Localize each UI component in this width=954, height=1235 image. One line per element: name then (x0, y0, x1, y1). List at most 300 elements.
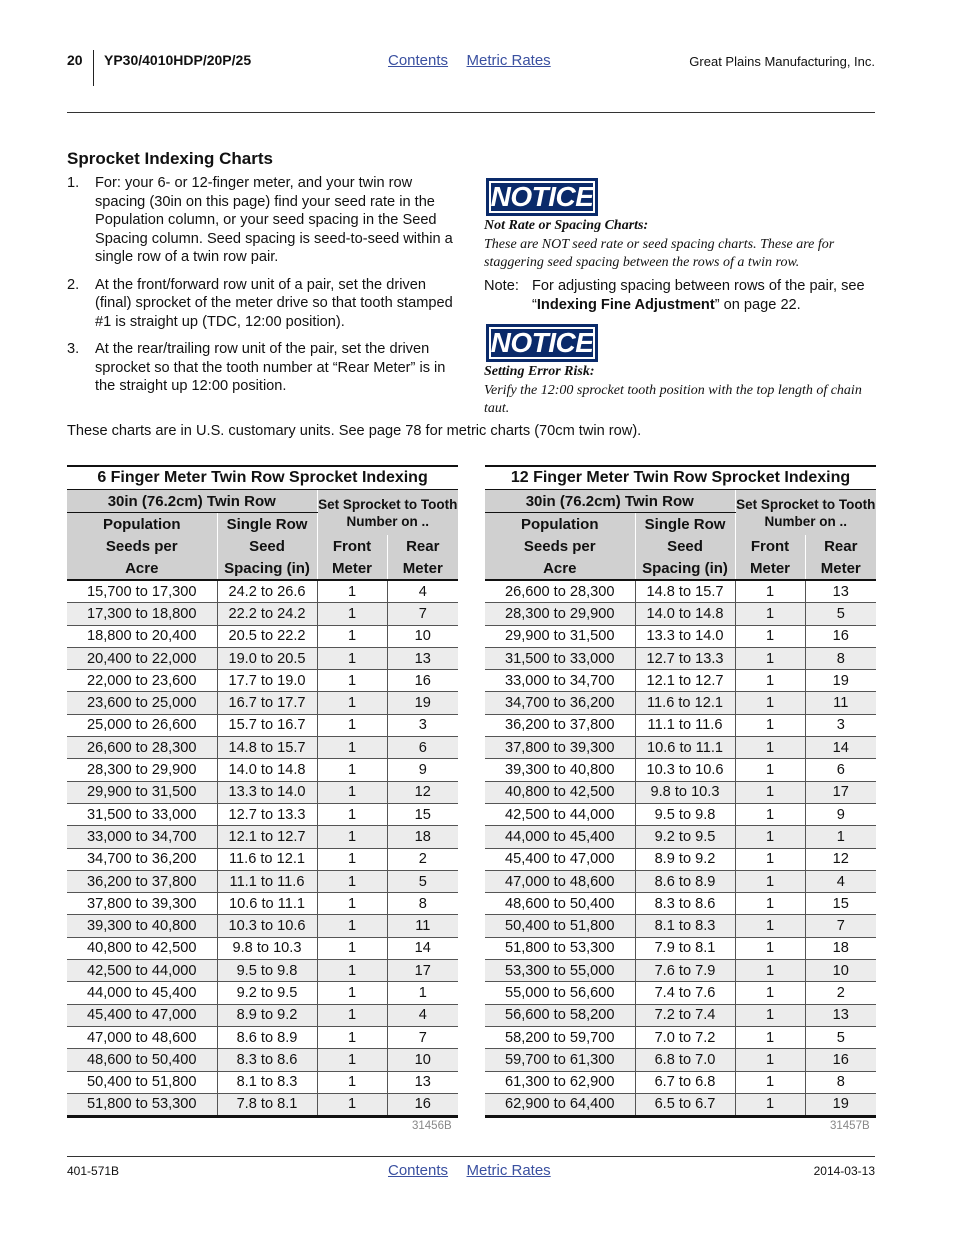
rear-meter-cell: 2 (387, 848, 458, 870)
front-meter-cell: 1 (735, 982, 805, 1004)
rear-meter-cell: 8 (805, 647, 876, 669)
table-row (67, 960, 458, 982)
rear-meter-cell: 6 (387, 737, 458, 759)
header-rule (67, 112, 875, 113)
table-row (67, 670, 458, 692)
spacing-cell: 9.5 to 9.8 (635, 803, 735, 825)
rear-meter-cell: 6 (805, 759, 876, 781)
rear-meter-cell: 16 (387, 670, 458, 692)
row-spacing-header: 30in (76.2cm) Twin Row (67, 490, 317, 513)
rear-meter-cell: 12 (805, 848, 876, 870)
notice-badge: NOTICE (486, 178, 598, 216)
table-row (485, 960, 876, 982)
rear-meter-cell: 7 (387, 603, 458, 625)
table-row (67, 1004, 458, 1026)
front-meter-cell: 1 (317, 1049, 387, 1071)
spacing-cell: 24.2 to 26.6 (217, 580, 317, 603)
table-body (67, 580, 458, 1117)
spacing-cell: 6.7 to 6.8 (635, 1071, 735, 1093)
rear-meter-cell: 16 (805, 625, 876, 647)
front-meter-cell: 1 (735, 826, 805, 848)
front-meter-cell: 1 (735, 848, 805, 870)
table-row (485, 737, 876, 759)
population-cell: 20,400 to 22,000 (67, 647, 217, 669)
population-cell: 61,300 to 62,900 (485, 1071, 635, 1093)
spacing-cell: 13.3 to 14.0 (217, 781, 317, 803)
rear-meter-cell: 7 (805, 915, 876, 937)
rear-meter-cell: 17 (805, 781, 876, 803)
spacing-cell: 8.6 to 8.9 (635, 870, 735, 892)
note-text: For adjusting spacing between rows of the pair, see “ (532, 278, 865, 313)
table-row (67, 759, 458, 781)
spacing-cell: 9.2 to 9.5 (635, 826, 735, 848)
front-meter-cell: 1 (317, 960, 387, 982)
step-item (67, 276, 459, 332)
metric-rates-link[interactable]: Metric Rates (466, 52, 551, 69)
population-cell: 62,900 to 64,400 (485, 1093, 635, 1116)
population-cell: 45,400 to 47,000 (485, 848, 635, 870)
population-cell: 18,800 to 20,400 (67, 625, 217, 647)
front-meter-cell: 1 (317, 893, 387, 915)
table-row (67, 781, 458, 803)
step-item (67, 174, 459, 267)
spacing-cell: 10.6 to 11.1 (217, 893, 317, 915)
table-row (67, 937, 458, 959)
header-divider (93, 50, 94, 86)
spacing-cell: 7.6 to 7.9 (635, 960, 735, 982)
population-cell: 31,500 to 33,000 (485, 647, 635, 669)
spacing-cell: 14.8 to 15.7 (217, 737, 317, 759)
table-12-finger (485, 465, 876, 1118)
front-meter-header: Meter (317, 557, 387, 580)
front-meter-cell: 1 (735, 870, 805, 892)
front-meter-cell: 1 (317, 647, 387, 669)
table-row (485, 670, 876, 692)
population-cell: 26,600 to 28,300 (485, 580, 635, 603)
rear-meter-cell: 4 (387, 580, 458, 603)
figure-id: 31456B (412, 1120, 452, 1132)
population-cell: 26,600 to 28,300 (67, 737, 217, 759)
rear-meter-cell: 5 (805, 603, 876, 625)
front-meter-cell: 1 (735, 1026, 805, 1048)
front-meter-cell: 1 (317, 870, 387, 892)
table-row (485, 714, 876, 736)
spacing-cell: 22.2 to 24.2 (217, 603, 317, 625)
step-number: 1. (67, 175, 80, 191)
set-sprocket-header: Set Sprocket to Tooth Number on .. (735, 490, 876, 536)
table-row (485, 781, 876, 803)
spacing-cell: 6.5 to 6.7 (635, 1093, 735, 1116)
table-row (485, 1093, 876, 1116)
spacing-cell: 16.7 to 17.7 (217, 692, 317, 714)
table-row (485, 848, 876, 870)
front-meter-cell: 1 (735, 603, 805, 625)
front-meter-cell: 1 (317, 1093, 387, 1116)
rear-meter-cell: 13 (387, 647, 458, 669)
rear-meter-cell: 15 (805, 893, 876, 915)
note-text-end: ” on page 22. (714, 297, 801, 313)
population-header: Seeds per (523, 537, 596, 555)
set-sprocket-header: Set Sprocket to Tooth Number on .. (317, 490, 458, 536)
page-number: 20 (67, 52, 83, 68)
spacing-cell: 9.5 to 9.8 (217, 960, 317, 982)
spacing-cell: 11.6 to 12.1 (635, 692, 735, 714)
table-row (485, 915, 876, 937)
metric-rates-link[interactable]: Metric Rates (466, 1162, 551, 1179)
table-row (485, 893, 876, 915)
population-cell: 44,000 to 45,400 (67, 982, 217, 1004)
front-meter-cell: 1 (317, 826, 387, 848)
front-meter-cell: 1 (317, 692, 387, 714)
table-row (67, 625, 458, 647)
population-header: Acre (67, 557, 217, 580)
rear-meter-cell: 9 (387, 759, 458, 781)
doc-number: 401-571B (67, 1164, 120, 1178)
population-cell: 50,400 to 51,800 (67, 1071, 217, 1093)
front-meter-cell: 1 (317, 737, 387, 759)
front-meter-cell: 1 (317, 982, 387, 1004)
table-row (485, 1004, 876, 1026)
table-row (67, 1071, 458, 1093)
spacing-cell: 15.7 to 16.7 (217, 714, 317, 736)
spacing-cell: 12.1 to 12.7 (635, 670, 735, 692)
population-cell: 59,700 to 61,300 (485, 1049, 635, 1071)
population-cell: 29,900 to 31,500 (485, 625, 635, 647)
table-row (67, 826, 458, 848)
front-meter-cell: 1 (735, 737, 805, 759)
steps-list (67, 174, 459, 405)
front-meter-cell: 1 (317, 759, 387, 781)
spacing-cell: 7.4 to 7.6 (635, 982, 735, 1004)
rear-meter-header: Rear (387, 535, 458, 557)
spacing-cell: 14.0 to 14.8 (635, 603, 735, 625)
population-cell: 33,000 to 34,700 (67, 826, 217, 848)
notice-body: These are NOT seed rate or seed spacing charts. These are for staggering seed spacing between the rows of a twin row. (484, 237, 835, 270)
rear-meter-cell: 11 (805, 692, 876, 714)
front-meter-cell: 1 (735, 915, 805, 937)
spacing-cell: 19.0 to 20.5 (217, 647, 317, 669)
table-6-finger (67, 465, 458, 1118)
table-title: 12 Finger Meter Twin Row Sprocket Indexing (485, 466, 876, 490)
notice-badge: NOTICE (486, 324, 598, 362)
population-header: Population (103, 515, 181, 533)
population-cell: 17,300 to 18,800 (67, 603, 217, 625)
spacing-cell: 9.8 to 10.3 (635, 781, 735, 803)
table-row (67, 1093, 458, 1116)
rear-meter-cell: 15 (387, 803, 458, 825)
population-cell: 29,900 to 31,500 (67, 781, 217, 803)
population-header: Seeds per (105, 537, 178, 555)
table-body (485, 580, 876, 1117)
rear-meter-cell: 4 (805, 870, 876, 892)
rear-meter-cell: 3 (387, 714, 458, 736)
population-cell: 36,200 to 37,800 (67, 870, 217, 892)
spacing-cell: 12.7 to 13.3 (217, 803, 317, 825)
population-cell: 48,600 to 50,400 (485, 893, 635, 915)
spacing-cell: 9.8 to 10.3 (217, 937, 317, 959)
front-meter-cell: 1 (735, 714, 805, 736)
table-row (67, 692, 458, 714)
spacing-cell: 8.9 to 9.2 (217, 1004, 317, 1026)
rear-meter-cell: 19 (805, 1093, 876, 1116)
spacing-cell: 10.6 to 11.1 (635, 737, 735, 759)
table-row (67, 893, 458, 915)
spacing-cell: 20.5 to 22.2 (217, 625, 317, 647)
spacing-cell: 8.9 to 9.2 (635, 848, 735, 870)
front-meter-cell: 1 (317, 848, 387, 870)
front-meter-cell: 1 (735, 759, 805, 781)
front-meter-header: Front (317, 535, 387, 557)
rear-meter-header: Meter (387, 557, 458, 580)
table-row (67, 647, 458, 669)
footer-nav (388, 1162, 565, 1180)
rear-meter-cell: 13 (805, 1004, 876, 1026)
rear-meter-cell: 7 (387, 1026, 458, 1048)
population-cell: 48,600 to 50,400 (67, 1049, 217, 1071)
population-cell: 37,800 to 39,300 (67, 893, 217, 915)
spacing-header: Seed (635, 535, 735, 557)
rear-meter-cell: 1 (805, 826, 876, 848)
front-meter-cell: 1 (735, 781, 805, 803)
population-cell: 47,000 to 48,600 (67, 1026, 217, 1048)
population-cell: 28,300 to 29,900 (67, 759, 217, 781)
section-title: Sprocket Indexing Charts (67, 149, 273, 168)
front-meter-cell: 1 (735, 625, 805, 647)
spacing-cell: 13.3 to 14.0 (635, 625, 735, 647)
population-cell: 45,400 to 47,000 (67, 1004, 217, 1026)
rear-meter-cell: 5 (387, 870, 458, 892)
front-meter-cell: 1 (317, 670, 387, 692)
front-meter-cell: 1 (735, 803, 805, 825)
rear-meter-cell: 5 (805, 1026, 876, 1048)
front-meter-cell: 1 (317, 1026, 387, 1048)
rear-meter-cell: 1 (387, 982, 458, 1004)
population-header: Acre (485, 557, 635, 580)
rear-meter-cell: 19 (387, 692, 458, 714)
population-cell: 51,800 to 53,300 (485, 937, 635, 959)
spacing-cell: 12.1 to 12.7 (217, 826, 317, 848)
row-spacing-header: 30in (76.2cm) Twin Row (485, 490, 735, 513)
spacing-cell: 7.8 to 8.1 (217, 1093, 317, 1116)
front-meter-cell: 1 (317, 603, 387, 625)
rear-meter-cell: 2 (805, 982, 876, 1004)
table-row (67, 580, 458, 603)
spacing-cell: 7.0 to 7.2 (635, 1026, 735, 1048)
table-row (485, 982, 876, 1004)
table-row (67, 848, 458, 870)
population-cell: 33,000 to 34,700 (485, 670, 635, 692)
rear-meter-cell: 13 (387, 1071, 458, 1093)
spacing-header: Spacing (in) (217, 557, 317, 580)
population-cell: 23,600 to 25,000 (67, 692, 217, 714)
rear-meter-cell: 10 (805, 960, 876, 982)
front-meter-header: Front (735, 535, 805, 557)
spacing-cell: 7.2 to 7.4 (635, 1004, 735, 1026)
population-cell: 22,000 to 23,600 (67, 670, 217, 692)
table-row (485, 692, 876, 714)
population-cell: 25,000 to 26,600 (67, 714, 217, 736)
rear-meter-header: Rear (805, 535, 876, 557)
table-row (485, 1049, 876, 1071)
population-cell: 39,300 to 40,800 (67, 915, 217, 937)
population-cell: 34,700 to 36,200 (67, 848, 217, 870)
front-meter-cell: 1 (735, 1049, 805, 1071)
table-row (485, 603, 876, 625)
rear-meter-cell: 18 (387, 826, 458, 848)
population-cell: 28,300 to 29,900 (485, 603, 635, 625)
spacing-cell: 11.1 to 11.6 (217, 870, 317, 892)
front-meter-header: Meter (735, 557, 805, 580)
rear-meter-cell: 14 (805, 737, 876, 759)
table-row (485, 625, 876, 647)
spacing-cell: 8.3 to 8.6 (635, 893, 735, 915)
table-row (485, 937, 876, 959)
rear-meter-cell: 8 (805, 1071, 876, 1093)
front-meter-cell: 1 (735, 937, 805, 959)
spacing-cell: 11.1 to 11.6 (635, 714, 735, 736)
rear-meter-cell: 10 (387, 1049, 458, 1071)
table-row (485, 580, 876, 603)
population-cell: 36,200 to 37,800 (485, 714, 635, 736)
table-row (67, 803, 458, 825)
rear-meter-header: Meter (805, 557, 876, 580)
rear-meter-cell: 14 (387, 937, 458, 959)
population-cell: 56,600 to 58,200 (485, 1004, 635, 1026)
table-row (67, 870, 458, 892)
spacing-cell: 14.0 to 14.8 (217, 759, 317, 781)
model-title: YP30/4010HDP/20P/25 (104, 52, 252, 68)
population-cell: 42,500 to 44,000 (67, 960, 217, 982)
front-meter-cell: 1 (317, 937, 387, 959)
rear-meter-cell: 18 (805, 937, 876, 959)
table-title: 6 Finger Meter Twin Row Sprocket Indexing (67, 466, 458, 490)
population-cell: 40,800 to 42,500 (485, 781, 635, 803)
population-cell: 31,500 to 33,000 (67, 803, 217, 825)
population-cell: 42,500 to 44,000 (485, 803, 635, 825)
front-meter-cell: 1 (317, 915, 387, 937)
population-cell: 39,300 to 40,800 (485, 759, 635, 781)
spacing-cell: 10.3 to 10.6 (217, 915, 317, 937)
intro-text: These charts are in U.S. customary units. See page 78 for metric charts (70cm twin row). (67, 423, 642, 439)
step-number: 2. (67, 276, 80, 293)
figure-id: 31457B (830, 1120, 870, 1132)
step-text: At the front/forward row unit of a pair, set the driven (final) sprocket of the meter drive so that tooth stamped #1 is straight up (TDC, 12:00 position). (95, 276, 453, 330)
table-row (485, 826, 876, 848)
front-meter-cell: 1 (735, 580, 805, 603)
rear-meter-cell: 12 (387, 781, 458, 803)
rear-meter-cell: 4 (387, 1004, 458, 1026)
spacing-cell: 7.9 to 8.1 (635, 937, 735, 959)
rear-meter-cell: 9 (805, 803, 876, 825)
contents-link[interactable]: Contents (388, 52, 449, 69)
table-row (67, 714, 458, 736)
population-cell: 44,000 to 45,400 (485, 826, 635, 848)
spacing-cell: 11.6 to 12.1 (217, 848, 317, 870)
population-header: Population (521, 515, 599, 533)
front-meter-cell: 1 (317, 803, 387, 825)
spacing-header: Single Row (217, 513, 317, 536)
table-row (485, 1026, 876, 1048)
rear-meter-cell: 11 (387, 915, 458, 937)
population-cell: 58,200 to 59,700 (485, 1026, 635, 1048)
spacing-cell: 6.8 to 7.0 (635, 1049, 735, 1071)
rear-meter-cell: 16 (387, 1093, 458, 1116)
note-label: Note: (484, 278, 519, 294)
population-cell: 40,800 to 42,500 (67, 937, 217, 959)
spacing-cell: 12.7 to 13.3 (635, 647, 735, 669)
population-cell: 50,400 to 51,800 (485, 915, 635, 937)
table-row (485, 647, 876, 669)
table-row (67, 603, 458, 625)
spacing-cell: 17.7 to 19.0 (217, 670, 317, 692)
table-row (67, 1026, 458, 1048)
front-meter-cell: 1 (317, 714, 387, 736)
spacing-cell: 9.2 to 9.5 (217, 982, 317, 1004)
front-meter-cell: 1 (317, 580, 387, 603)
population-cell: 37,800 to 39,300 (485, 737, 635, 759)
footer-rule (67, 1156, 875, 1157)
spacing-cell: 14.8 to 15.7 (635, 580, 735, 603)
front-meter-cell: 1 (317, 1004, 387, 1026)
front-meter-cell: 1 (735, 960, 805, 982)
table-row (485, 759, 876, 781)
front-meter-cell: 1 (317, 625, 387, 647)
rear-meter-cell: 3 (805, 714, 876, 736)
table-row (67, 1049, 458, 1071)
spacing-header: Single Row (635, 513, 735, 536)
population-cell: 34,700 to 36,200 (485, 692, 635, 714)
step-item (67, 340, 459, 396)
front-meter-cell: 1 (735, 647, 805, 669)
front-meter-cell: 1 (317, 1071, 387, 1093)
spacing-cell: 10.3 to 10.6 (635, 759, 735, 781)
population-cell: 51,800 to 53,300 (67, 1093, 217, 1116)
front-meter-cell: 1 (735, 1071, 805, 1093)
step-text: For: your 6- or 12-finger meter, and your twin row spacing (30in on this page) find your seed rate in the Population column, or your seed spacing in the Seed Spacing column. Seed spacing is seed-to-seed within a single row of a twin row pair. (95, 175, 453, 265)
table-row (67, 915, 458, 937)
rear-meter-cell: 19 (805, 670, 876, 692)
company-name: Great Plains Manufacturing, Inc. (689, 54, 875, 69)
rear-meter-cell: 16 (805, 1049, 876, 1071)
rear-meter-cell: 10 (387, 625, 458, 647)
table-row (485, 803, 876, 825)
population-cell: 15,700 to 17,300 (67, 580, 217, 603)
front-meter-cell: 1 (735, 1093, 805, 1116)
header-nav (388, 52, 565, 70)
spacing-cell: 8.6 to 8.9 (217, 1026, 317, 1048)
table-row (485, 1071, 876, 1093)
spacing-cell: 8.3 to 8.6 (217, 1049, 317, 1071)
step-number: 3. (67, 341, 80, 357)
front-meter-cell: 1 (735, 692, 805, 714)
notice-title: Not Rate or Spacing Charts: (484, 218, 649, 233)
front-meter-cell: 1 (317, 781, 387, 803)
doc-date: 2014-03-13 (813, 1164, 875, 1178)
rear-meter-cell: 13 (805, 580, 876, 603)
population-cell: 53,300 to 55,000 (485, 960, 635, 982)
population-cell: 55,000 to 56,600 (485, 982, 635, 1004)
contents-link[interactable]: Contents (388, 1162, 449, 1179)
spacing-header: Spacing (in) (635, 557, 735, 580)
note-reference: Indexing Fine Adjustment (536, 297, 715, 313)
table-row (67, 737, 458, 759)
spacing-cell: 8.1 to 8.3 (217, 1071, 317, 1093)
spacing-header: Seed (217, 535, 317, 557)
notice-body: Verify the 12:00 sprocket tooth position with the top length of chain taut. (484, 383, 862, 416)
notice-title: Setting Error Risk: (484, 364, 595, 379)
note (484, 277, 876, 315)
rear-meter-cell: 17 (387, 960, 458, 982)
